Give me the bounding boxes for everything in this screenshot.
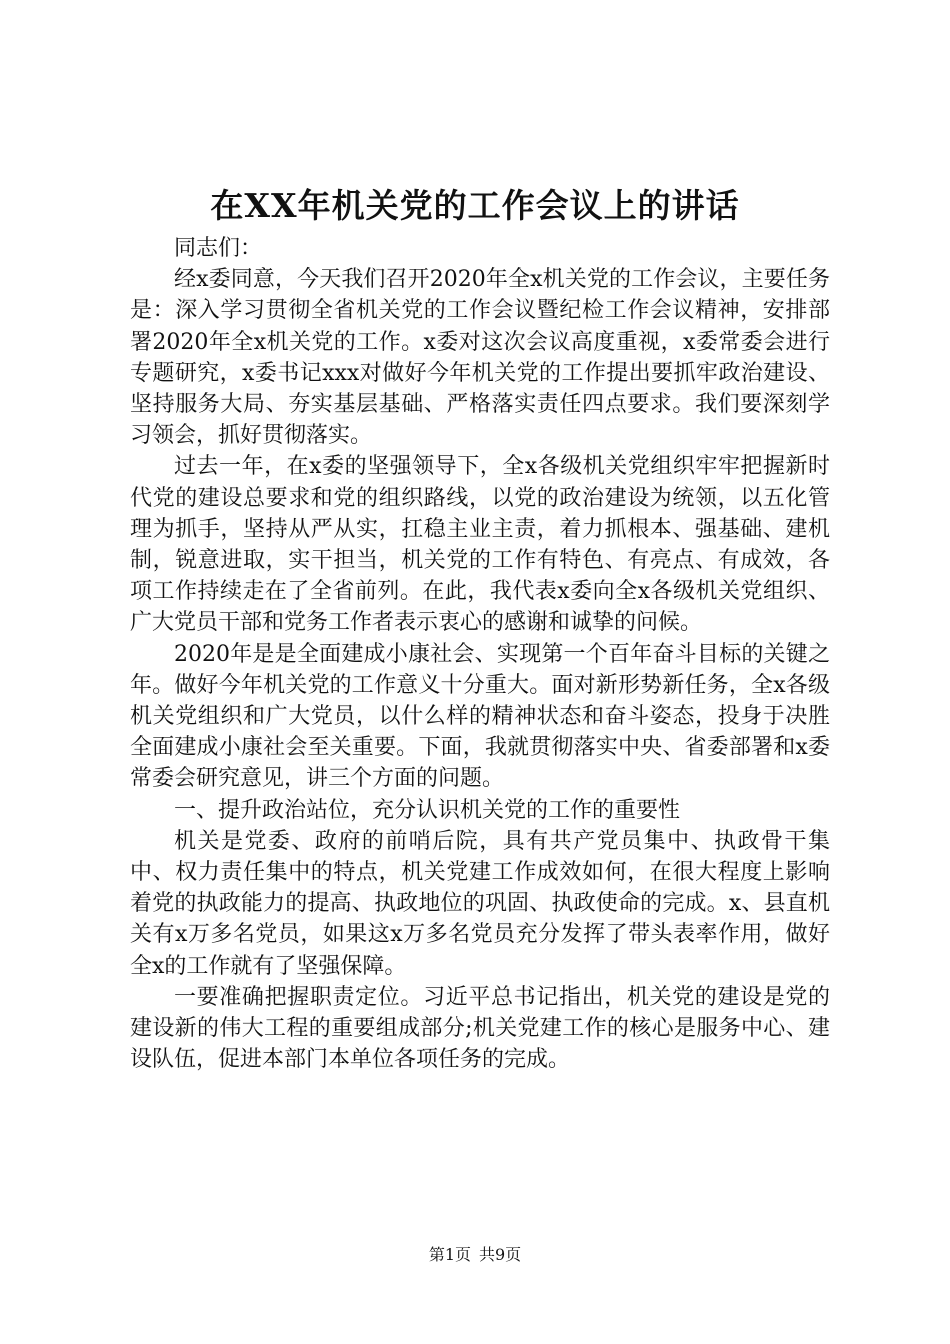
paragraph: 过去一年，在x委的坚强领导下，全x各级机关党组织牢牢把握新时代党的建设总要求和党的组织路线，以党的政治建设为统领，以五化管理为抓手，坚持从严从实，扛稳主业主责，着力抓根本、强基础、建机制，锐意进取，实干担当，机关党的工作有特色、有亮点、有成效，各项工作持续走在了全省前列。在此，我代表x委向全x各级机关党组织、广大党员干部和党务工作者表示衷心的感谢和诚挚的问候。	[130, 454, 830, 636]
paragraph: 机关是党委、政府的前哨后院，具有共产党员集中、执政骨干集中、权力责任集中的特点，机关党建工作成效如何，在很大程度上影响着党的执政能力的提高、执政地位的巩固、执政使命的完成。x、县直机关有x万多名党员，如果这x万多名党员充分发挥了带头表率作用，做好全x的工作就有了坚强保障。	[130, 828, 830, 979]
salutation: 同志们：	[174, 236, 263, 261]
document-title: 在XX年机关党的工作会议上的讲话	[210, 186, 740, 225]
section-heading: 一、提升政治站位，充分认识机关党的工作的重要性	[174, 797, 681, 823]
page-total: 共9页	[479, 1245, 522, 1264]
paragraph: 经x委同意，今天我们召开2020年全x机关党的工作会议，主要任务是：深入学习贯彻全省机关党的工作会议暨纪检工作会议精神，安排部署2020年全x机关党的工作。x委对这次会议高度重视，x委常委会进行专题研究，x委书记xxx对做好今年机关党的工作提出要抓牢政治建设、坚持服务大局、夯实基层基础、严格落实责任四点要求。我们要深刻学习领会，抓好贯彻落实。	[130, 267, 830, 449]
paragraph: 2020年是是全面建成小康社会、实现第一个百年奋斗目标的关键之年。做好今年机关党的工作意义十分重大。面对新形势新任务，全x各级机关党组织和广大党员，以什么样的精神状态和奋斗姿态，投身于决胜全面建成小康社会至关重要。下面，我就贯彻落实中央、省委部署和x委常委会研究意见，讲三个方面的问题。	[130, 641, 830, 792]
page-number: 第1页	[428, 1245, 471, 1264]
paragraph: 一要准确把握职责定位。习近平总书记指出，机关党的建设是党的建设新的伟大工程的重要组成部分;机关党建工作的核心是服务中心、建设队伍，促进本部门本单位各项任务的完成。	[130, 984, 830, 1073]
page-footer	[0, 1244, 950, 1266]
document-body	[130, 233, 830, 1075]
